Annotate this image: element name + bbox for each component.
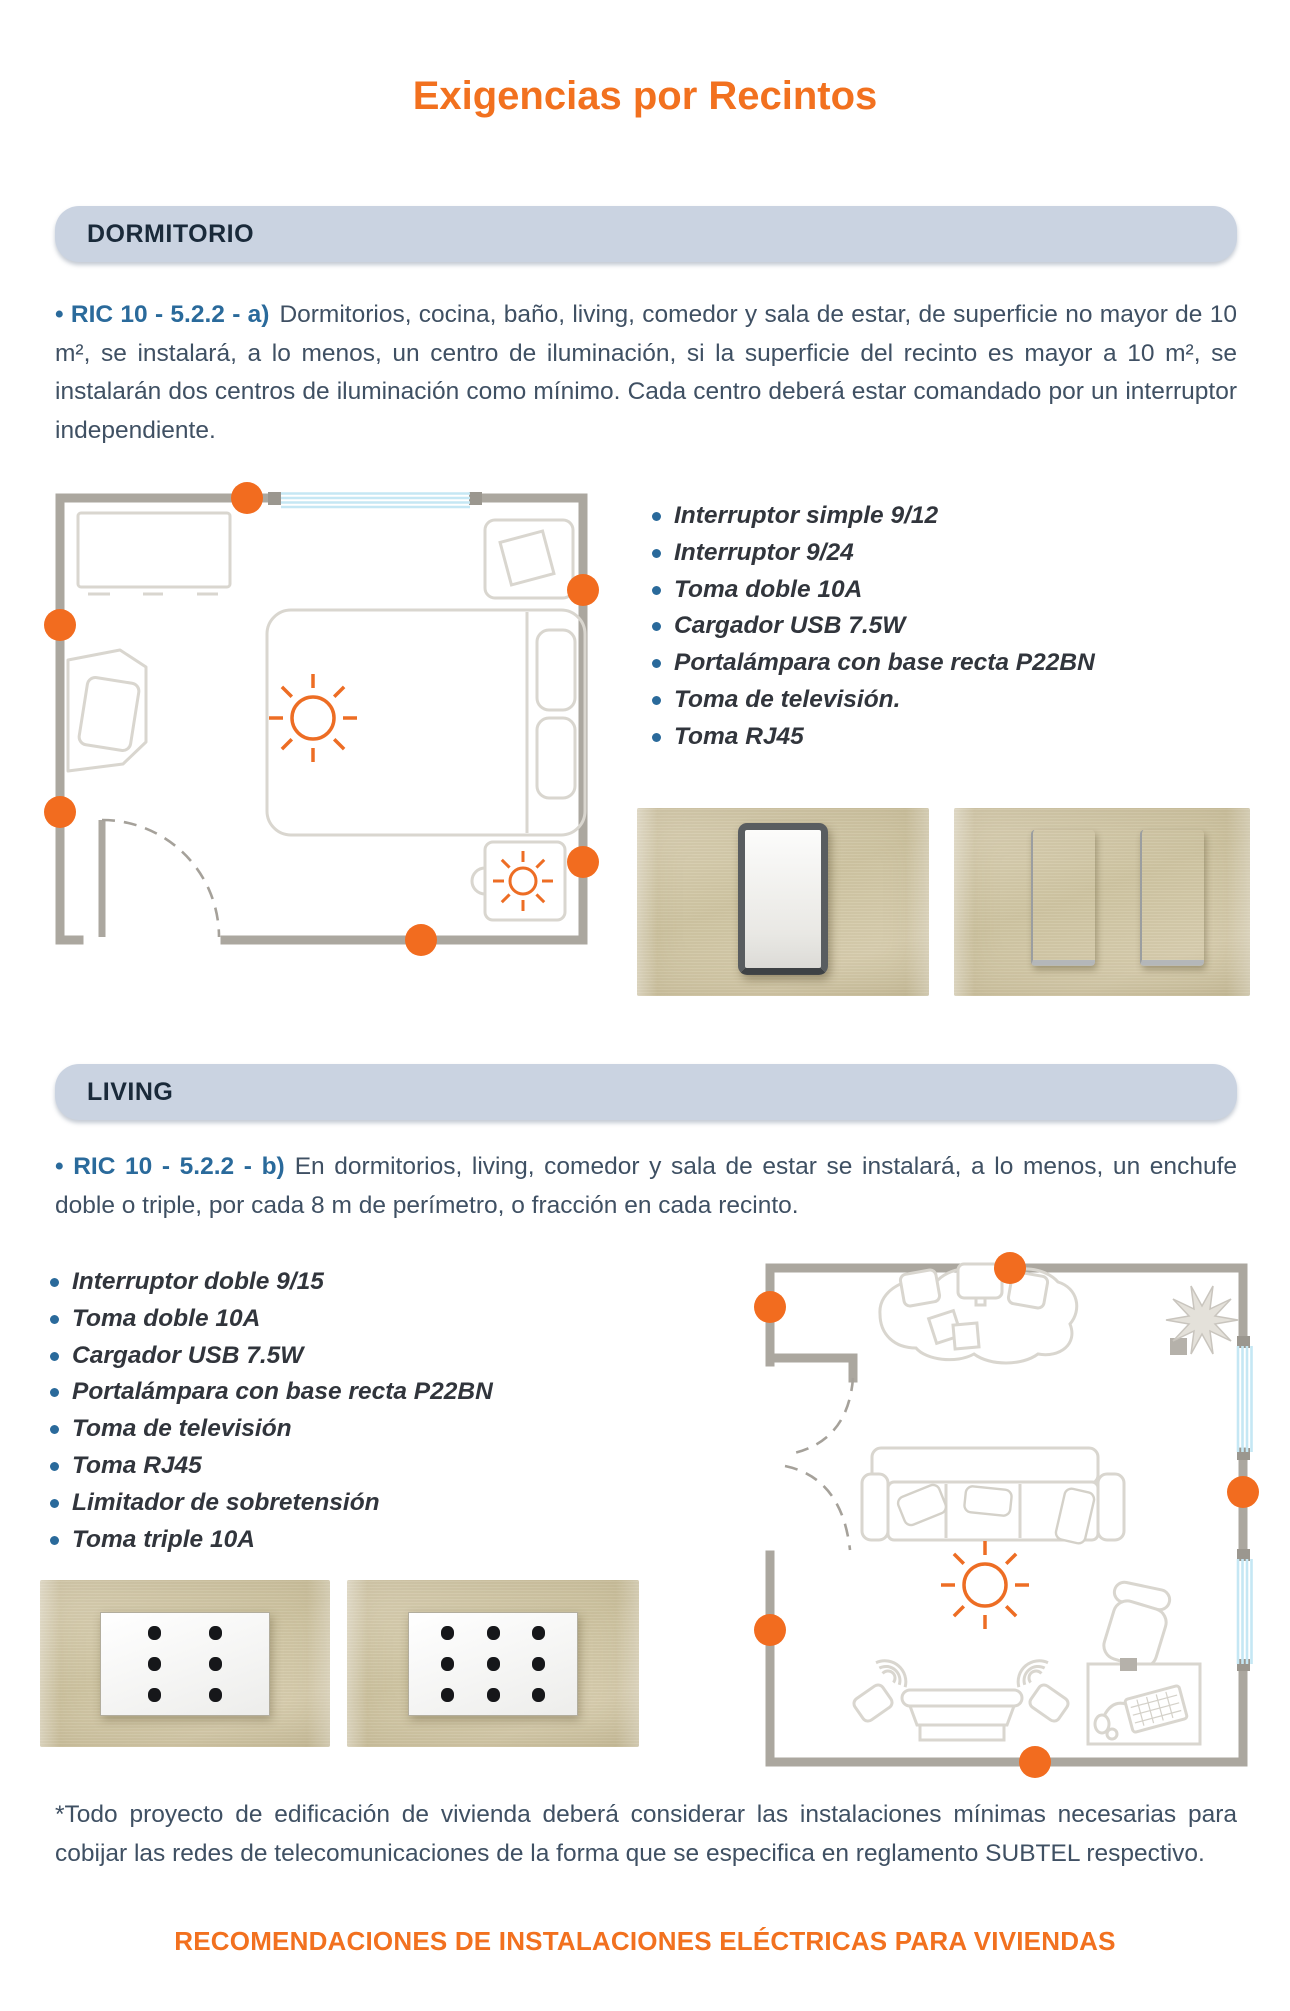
list-item: Interruptor 9/24 (650, 535, 1095, 572)
outlet-plate-triple (408, 1612, 578, 1716)
switch-rocker (1140, 830, 1204, 966)
photo-single-switch (637, 808, 929, 996)
list-item: Interruptor simple 9/12 (650, 498, 1095, 535)
door-icon (102, 820, 219, 937)
armchair-icon (68, 650, 146, 771)
living-rule-code: • RIC 10 - 5.2.2 - b) (55, 1153, 285, 1180)
dormitorio-paragraph (55, 296, 1237, 450)
switch-rocker (1031, 830, 1095, 966)
list-item: Toma de televisión (48, 1411, 493, 1448)
bed-icon (267, 610, 585, 835)
outlet-hole (487, 1626, 500, 1640)
nightstand-icon (485, 520, 573, 598)
outlet-hole (487, 1688, 500, 1702)
outlet-hole (209, 1657, 222, 1671)
living-rule-text: En dormitorios, living, comedor y sala de estar se instalará, a lo menos, un enchufe doble o triple, por cada 8 m de perímetro, o fracción en cada recinto. (55, 1153, 1237, 1219)
list-item: Toma doble 10A (48, 1301, 493, 1338)
list-item: Cargador USB 7.5W (650, 608, 1095, 645)
door-icon (785, 1378, 853, 1550)
living-floorplan (760, 1252, 1260, 1772)
list-item: Cargador USB 7.5W (48, 1338, 493, 1375)
outlet-hole (441, 1688, 454, 1702)
list-item: Interruptor doble 9/15 (48, 1264, 493, 1301)
desk-icon (1088, 1580, 1200, 1744)
list-item: Toma RJ45 (48, 1448, 493, 1485)
section-banner-living (55, 1064, 1237, 1120)
dormitorio-item-list (650, 498, 1095, 756)
photo-double-outlet (40, 1580, 330, 1747)
dormitorio-rule-text: Dormitorios, cocina, baño, living, comedor y sala de estar, de superficie no mayor de 10 m², se instalará, a lo menos, un centro de iluminación, si la superficie del recinto es mayor a 10 m², se instalarán dos centros de iluminación como mínimo. Cada centro deberá estar comandado por un interruptor independiente. (55, 301, 1237, 444)
living-item-list (48, 1264, 493, 1558)
outlet-hole (487, 1657, 500, 1671)
sofa-icon (862, 1448, 1124, 1545)
outlet-hole (209, 1626, 222, 1640)
footer-banner: RECOMENDACIONES DE INSTALACIONES ELÉCTRICAS PARA VIVIENDAS (174, 1926, 1116, 1956)
speaker-icon (1011, 1653, 1070, 1723)
list-item: Portalámpara con base recta P22BN (650, 645, 1095, 682)
outlet-hole (441, 1626, 454, 1640)
section-banner-dormitorio (55, 206, 1237, 262)
switch-rocker-framed (738, 823, 828, 975)
dormitorio-rule-code: • RIC 10 - 5.2.2 - a) (55, 301, 270, 328)
speaker-icon (852, 1653, 913, 1723)
outlet-hole (148, 1657, 161, 1671)
list-item: Toma doble 10A (650, 572, 1095, 609)
window-icon (268, 492, 482, 507)
outlet-hole (532, 1657, 545, 1671)
photo-triple-outlet (347, 1580, 639, 1747)
plant-icon (1166, 1286, 1238, 1355)
living-paragraph (55, 1148, 1237, 1225)
list-item: Portalámpara con base recta P22BN (48, 1374, 493, 1411)
outlet-hole (148, 1626, 161, 1640)
outlet-hole (209, 1688, 222, 1702)
list-item: Toma de televisión. (650, 682, 1095, 719)
photo-double-switch (954, 808, 1250, 996)
section-banner-living-label: LIVING (87, 1077, 174, 1106)
page-title: Exigencias por Recintos (412, 74, 878, 118)
bedroom-floorplan (55, 490, 590, 970)
ceiling-light-sun-icon (941, 1541, 1029, 1629)
tv-icon (78, 513, 230, 594)
list-item: Limitador de sobretensión (48, 1485, 493, 1522)
outlet-plate-double (100, 1612, 270, 1716)
outlet-hole (148, 1688, 161, 1702)
dining-table-icon (880, 1264, 1077, 1363)
outlet-hole (532, 1688, 545, 1702)
section-banner-dormitorio-label: DORMITORIO (87, 219, 255, 248)
list-item: Toma triple 10A (48, 1522, 493, 1559)
outlet-hole (441, 1657, 454, 1671)
ceiling-light-sun-icon (269, 674, 357, 762)
outlet-hole (532, 1626, 545, 1640)
footer-note: *Todo proyecto de edificación de vivienda deberá considerar las instalaciones mínimas necesarias para cobijar las redes de telecomunicaciones de la forma que se especifica en reglamento SUBTEL respectivo. (55, 1801, 1237, 1867)
lamp-table-icon (472, 842, 565, 920)
list-item: Toma RJ45 (650, 719, 1095, 756)
tv-console-icon (902, 1690, 1022, 1740)
